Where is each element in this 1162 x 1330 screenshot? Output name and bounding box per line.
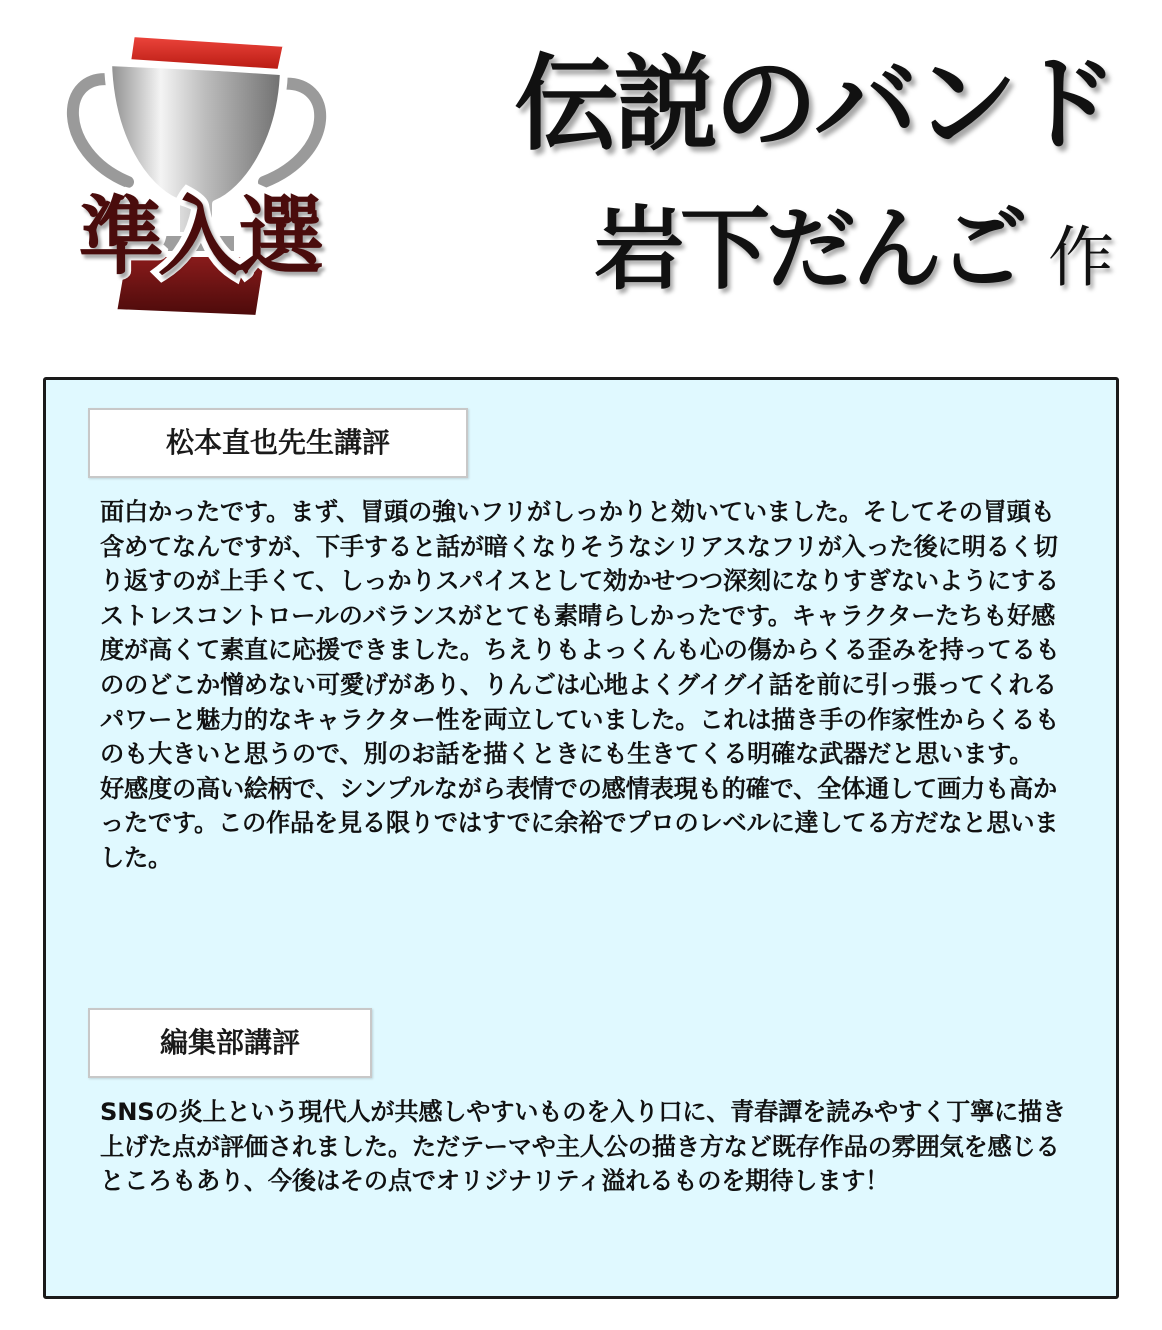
review-paragraph: SNSの炎上という現代人が共感しやすいものを入り口に、青春譚を読みやすく丁寧に描き上げた点が評価されました。ただテーマや主人公の描き方など既存作品の雰囲気を感じるところもあり、今後はその点でオリジナリティ溢れるものを期待します！ — [100, 1098, 1067, 1196]
author-line — [594, 197, 1114, 302]
work-title: 伝説のバンド — [513, 43, 1114, 165]
award-label: 準入選 — [78, 187, 318, 287]
review-paragraph: 面白かったです。まず、冒頭の強いフリがしっかりと効いていました。そしてその冒頭も含めてなんですが、下手すると話が暗くなりそうなシリアスなフリが入った後に明るく切り返すのが上手くて、しっかりスパイスとして効かせつつ深刻になりすぎないようにするストレスコントロールのバランスがとても素晴らしかったです。キャラクターたちも好感度が高くて素直に応援できました。ちえりもよっくんも心の傷からくる歪みを持ってるもののどこか憎めない可愛げがあり、りんごは心地よくグイグイ話を前に引っ張ってくれるパワーと魅力的なキャラクター性を両立していました。これは描き手の作家性からくるものも大きいと思うので、別のお話を描くときにも生きてくる明確な武器だと思います。 — [100, 498, 1060, 769]
editorial-review-heading: 編集部講評 — [88, 1008, 372, 1078]
teacher-review-heading: 松本直也先生講評 — [88, 408, 468, 478]
author-name: 岩下だんご — [594, 197, 1024, 302]
trophy-icon — [36, 22, 356, 327]
editorial-review-body — [100, 1095, 1070, 1199]
author-suffix: 作 — [1048, 219, 1114, 296]
review-paragraph: 好感度の高い絵柄で、シンプルながら表情での感情表現も的確で、全体通して画力も高かったです。この作品を見る限りではすでに余裕でプロのレベルに達してる方だなと思いました。 — [100, 774, 1059, 872]
teacher-review-body — [100, 495, 1070, 876]
review-panel — [43, 377, 1119, 1299]
